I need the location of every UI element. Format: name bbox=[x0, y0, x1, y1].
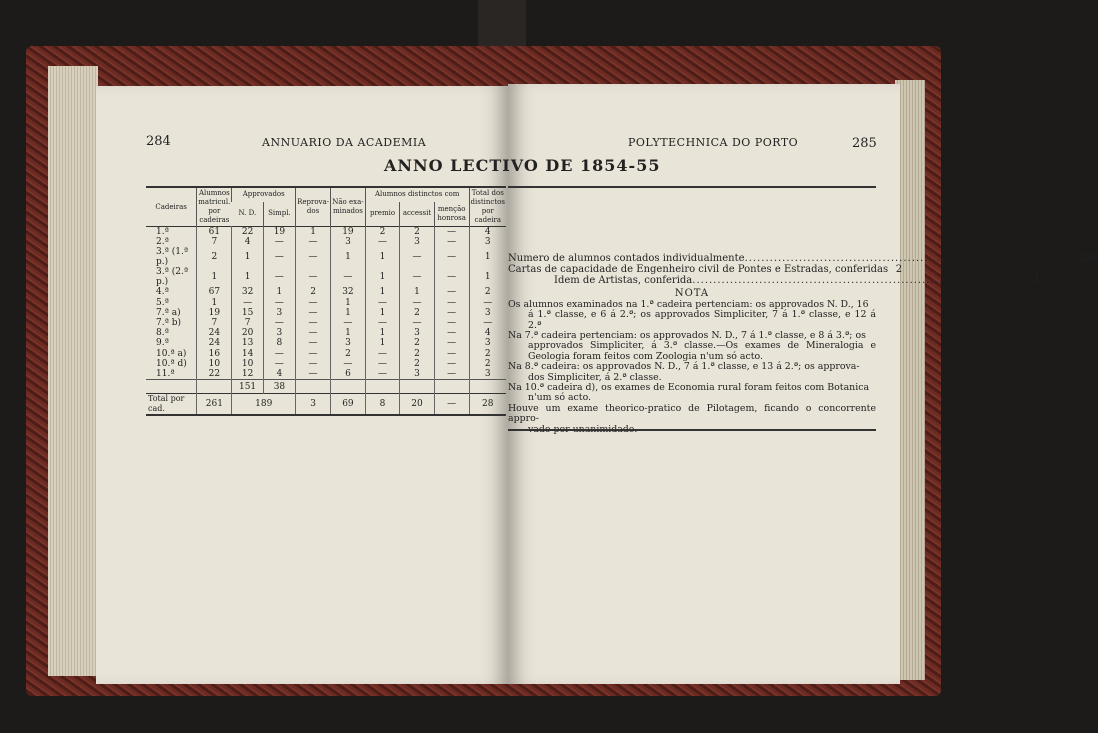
table-cell: 1 bbox=[365, 308, 399, 318]
table-subtotal-row bbox=[146, 380, 506, 394]
table-cell: — bbox=[434, 394, 469, 416]
table-body bbox=[146, 227, 506, 416]
table-cell: — bbox=[365, 298, 399, 308]
table-row bbox=[146, 298, 506, 308]
table-cell: — bbox=[434, 298, 469, 308]
table-cell: 8 bbox=[263, 338, 295, 348]
table-cell: 13 bbox=[232, 338, 263, 348]
table-cell: — bbox=[296, 359, 331, 369]
table-cell: — bbox=[331, 318, 366, 328]
nota-heading: NOTA bbox=[674, 287, 710, 299]
col-nao-examinados: Não exa-minados bbox=[331, 187, 366, 227]
table-cell: 12 bbox=[232, 369, 263, 380]
table-cell: 32 bbox=[232, 287, 263, 297]
table-cell: — bbox=[434, 328, 469, 338]
table-cell: — bbox=[400, 318, 435, 328]
col-approvados: Approvados bbox=[232, 187, 296, 202]
table-cell: 3 bbox=[469, 308, 506, 318]
summary-text: Idem de Artistas, conferida bbox=[554, 275, 693, 287]
note-first-line: Na 7.ª cadeira pertenciam: os approvados N. D., 7 á 1.ª classe, e 8 á 3.ª; os bbox=[508, 330, 866, 342]
table-cell: — bbox=[296, 267, 331, 287]
right-top-rule bbox=[508, 186, 876, 188]
table-cell bbox=[197, 380, 232, 394]
table-cell: 28 bbox=[469, 394, 506, 416]
table-cell: — bbox=[434, 267, 469, 287]
table-cell: 3 bbox=[296, 394, 331, 416]
right-page-text bbox=[508, 253, 1098, 435]
table-cell: — bbox=[263, 247, 295, 267]
table-row bbox=[146, 247, 506, 267]
table-cell: 3 bbox=[469, 369, 506, 380]
table-cell: — bbox=[434, 369, 469, 380]
col-distinctos: Alumnos distinctos com bbox=[365, 187, 469, 202]
note-continuation: vado por unanimidade. bbox=[528, 423, 638, 435]
table-cell bbox=[146, 380, 197, 394]
summary-text: Cartas de capacidade de Engenheiro civil de Pontes e Estradas, conferidas bbox=[508, 264, 889, 276]
table-cell: — bbox=[331, 267, 366, 287]
summary-text: Numero de alumnos contados individualmente bbox=[508, 253, 745, 264]
table-cell: 69 bbox=[331, 394, 366, 416]
table-cell: 3 bbox=[400, 369, 435, 380]
table-cell: 4.ª bbox=[156, 287, 169, 298]
table-cell: 2 bbox=[469, 349, 506, 359]
table-cell: 151 bbox=[232, 380, 263, 394]
table-cell: 4 bbox=[469, 328, 506, 338]
summary-value: 1 bbox=[1034, 275, 1041, 287]
table-cell: 7 bbox=[197, 237, 232, 247]
right-page-number: 285 bbox=[852, 136, 877, 151]
table-cell: 20 bbox=[400, 394, 435, 416]
table-cell: Total por cad. bbox=[146, 394, 197, 416]
table-cell bbox=[469, 380, 506, 394]
left-running-head: ANNUARIO DA ACADEMIA bbox=[262, 136, 427, 149]
table-cell: 11.ª bbox=[156, 368, 175, 379]
table-cell: — bbox=[263, 298, 295, 308]
table-cell: 1 bbox=[365, 247, 399, 267]
table-cell: 3.ª (2.ª p.) bbox=[156, 267, 189, 288]
table-cell: 61 bbox=[197, 227, 232, 238]
col-simpl: Simpl. bbox=[263, 202, 295, 227]
table-cell: 1 bbox=[365, 338, 399, 348]
table-cell: 20 bbox=[232, 328, 263, 338]
book-spine bbox=[478, 0, 526, 46]
col-alumnos-matricul: Alumnos matricul. por cadeiras bbox=[197, 187, 232, 227]
table-cell: 261 bbox=[197, 394, 232, 416]
table-cell: 2 bbox=[331, 349, 366, 359]
summary-value: 133 bbox=[1078, 253, 1098, 264]
right-running-head: POLYTECHNICA DO PORTO bbox=[628, 136, 799, 149]
table-cell: 3 bbox=[469, 237, 506, 247]
table-cell: 1 bbox=[365, 287, 399, 297]
table-row bbox=[146, 287, 506, 297]
table-cell: 4 bbox=[469, 227, 506, 238]
table-row bbox=[146, 349, 506, 359]
table-cell: 2.ª bbox=[156, 237, 169, 248]
table-cell bbox=[365, 380, 399, 394]
table-cell: — bbox=[263, 349, 295, 359]
table-cell: 1 bbox=[296, 227, 331, 238]
table-cell: 7 bbox=[197, 318, 232, 328]
table-cell: 1 bbox=[469, 267, 506, 287]
right-bottom-rule bbox=[508, 429, 876, 431]
table-cell: 1 bbox=[331, 308, 366, 318]
col-total-distinctos: Total dos distinctos por cadeira bbox=[469, 187, 506, 227]
table-cell: 4 bbox=[263, 369, 295, 380]
table-total-row bbox=[146, 394, 506, 416]
page-edges-left bbox=[48, 66, 98, 676]
table-row bbox=[146, 318, 506, 328]
table-cell: — bbox=[434, 359, 469, 369]
table-cell: 2 bbox=[365, 227, 399, 238]
table-cell: 1 bbox=[232, 247, 263, 267]
table-cell: — bbox=[434, 287, 469, 297]
table-cell: — bbox=[263, 267, 295, 287]
table-cell: 1 bbox=[400, 287, 435, 297]
table-cell: 15 bbox=[232, 308, 263, 318]
note-first-line: Na 10.ª cadeira d), os exames de Economia rural foram feitos com Botanica bbox=[508, 382, 870, 394]
table-cell: 1 bbox=[197, 267, 232, 287]
table-cell: 7.ª a) bbox=[156, 307, 181, 318]
table-cell: — bbox=[263, 318, 295, 328]
table-row bbox=[146, 369, 506, 380]
note-continuation: á 1.ª classe, e 6 á 2.ª; os approvados Simpliciter, 7 á 1.ª classe, e 12 á 2.ª bbox=[528, 309, 876, 331]
table-cell: 9.ª bbox=[156, 338, 169, 349]
table-cell: 6 bbox=[331, 369, 366, 380]
table-cell: 2 bbox=[400, 338, 435, 348]
table-row bbox=[146, 359, 506, 369]
table-cell bbox=[331, 380, 366, 394]
table-cell: — bbox=[296, 349, 331, 359]
table-cell: — bbox=[296, 247, 331, 267]
table-row bbox=[146, 237, 506, 247]
table-cell: 5.ª bbox=[156, 297, 169, 308]
table-cell: 10.ª a) bbox=[156, 348, 187, 359]
table-cell: 1 bbox=[365, 328, 399, 338]
table-cell: — bbox=[434, 237, 469, 247]
leader-dots: ................................................................................ bbox=[744, 253, 1079, 264]
table-cell: — bbox=[296, 338, 331, 348]
col-mencao: menção honrosa bbox=[434, 202, 469, 227]
note-paragraph bbox=[508, 383, 876, 404]
table-cell: 8 bbox=[365, 394, 399, 416]
table-cell: 1 bbox=[263, 287, 295, 297]
table-cell: 22 bbox=[197, 369, 232, 380]
table-cell: — bbox=[365, 369, 399, 380]
table-cell: 8.ª bbox=[156, 328, 169, 339]
col-premio: premio bbox=[365, 202, 399, 227]
table-cell: 10 bbox=[197, 359, 232, 369]
table-cell: — bbox=[434, 318, 469, 328]
table-cell: 1 bbox=[197, 298, 232, 308]
table-cell: — bbox=[434, 227, 469, 238]
table-cell: 2 bbox=[469, 359, 506, 369]
table-cell: 1 bbox=[469, 247, 506, 267]
table-cell: — bbox=[296, 328, 331, 338]
table-cell: — bbox=[365, 349, 399, 359]
table-cell: — bbox=[232, 298, 263, 308]
page-title: ANNO LECTIVO DE 1854-55 bbox=[384, 156, 661, 175]
table-cell: 3 bbox=[331, 338, 366, 348]
table-cell: — bbox=[296, 308, 331, 318]
table-cell: 24 bbox=[197, 328, 232, 338]
table-cell: — bbox=[296, 369, 331, 380]
col-accessit: accessit bbox=[400, 202, 435, 227]
table-cell: 19 bbox=[263, 227, 295, 238]
table-cell: 3 bbox=[400, 237, 435, 247]
summary-line bbox=[508, 275, 1041, 287]
table-cell: 1 bbox=[232, 267, 263, 287]
table-cell: 32 bbox=[331, 287, 366, 297]
table-row bbox=[146, 308, 506, 318]
table-cell: 3 bbox=[263, 328, 295, 338]
table-cell: 19 bbox=[197, 308, 232, 318]
table-cell: 3 bbox=[331, 237, 366, 247]
table-row bbox=[146, 227, 506, 238]
col-cadeiras: Cadeiras bbox=[155, 202, 187, 211]
table-cell bbox=[400, 380, 435, 394]
table-cell: 2 bbox=[296, 287, 331, 297]
note-paragraph bbox=[508, 300, 876, 331]
note-first-line: Na 8.ª cadeira: os approvados N. D., 7 á 1.ª classe, e 13 á 2.ª; os approva- bbox=[508, 361, 860, 373]
table-cell: — bbox=[296, 318, 331, 328]
table-row bbox=[146, 328, 506, 338]
table-cell: 67 bbox=[197, 287, 232, 297]
table-cell: 16 bbox=[197, 349, 232, 359]
table-cell: 38 bbox=[263, 380, 295, 394]
table-cell: 19 bbox=[331, 227, 366, 238]
table-cell: 3 bbox=[400, 328, 435, 338]
notes bbox=[508, 300, 876, 435]
table-cell: — bbox=[365, 359, 399, 369]
table-cell: 4 bbox=[232, 237, 263, 247]
table-row bbox=[146, 267, 506, 287]
table-cell: 24 bbox=[197, 338, 232, 348]
table-cell: — bbox=[434, 308, 469, 318]
table-cell: — bbox=[365, 318, 399, 328]
table-cell: — bbox=[263, 237, 295, 247]
table-cell: — bbox=[400, 247, 435, 267]
table-cell: — bbox=[434, 338, 469, 348]
table-cell: 3 bbox=[469, 338, 506, 348]
table-cell: — bbox=[434, 349, 469, 359]
table-cell: — bbox=[296, 237, 331, 247]
summary-value: 2 bbox=[895, 264, 903, 276]
table-cell: 2 bbox=[197, 247, 232, 267]
table-cell bbox=[296, 380, 331, 394]
table-cell: 1 bbox=[331, 328, 366, 338]
summary-line bbox=[508, 253, 1098, 264]
table-cell: — bbox=[469, 298, 506, 308]
table-cell: 10 bbox=[232, 359, 263, 369]
table-cell: 2 bbox=[400, 359, 435, 369]
table-cell: — bbox=[400, 298, 435, 308]
summary-lines bbox=[508, 253, 1098, 287]
table-cell: — bbox=[469, 318, 506, 328]
table-cell: 3 bbox=[263, 308, 295, 318]
note-continuation: dos Simpliciter, á 2.ª classe. bbox=[528, 371, 662, 383]
table-cell: — bbox=[296, 298, 331, 308]
table-row bbox=[146, 338, 506, 348]
note-continuation: approvados Simpliciter, á 3.ª classe.—Os exames de Mineralogia e Geologia foram feitos com Zoologia n'um só acto. bbox=[528, 340, 876, 362]
left-page-number: 284 bbox=[146, 134, 171, 149]
col-reprovados: Reprova-dos bbox=[296, 187, 331, 227]
table-cell: 2 bbox=[400, 349, 435, 359]
table-cell: 1 bbox=[365, 267, 399, 287]
table-header bbox=[146, 187, 506, 227]
note-paragraph bbox=[508, 362, 876, 383]
table-cell: 1 bbox=[331, 298, 366, 308]
table-cell: — bbox=[331, 359, 366, 369]
table-cell: 14 bbox=[232, 349, 263, 359]
table-cell: 2 bbox=[400, 227, 435, 238]
statistics-table bbox=[146, 186, 506, 416]
table-cell: — bbox=[365, 237, 399, 247]
table-cell: 22 bbox=[232, 227, 263, 238]
summary-line bbox=[508, 264, 903, 276]
note-first-line: Houve um exame theorico-pratico de Pilotagem, ficando o concorrente appro- bbox=[508, 402, 876, 425]
table-cell: 189 bbox=[232, 394, 296, 416]
note-paragraph bbox=[508, 331, 876, 362]
note-first-line: Os alumnos examinados na 1.ª cadeira pertenciam: os approvados N. D., 16 bbox=[508, 298, 869, 310]
table-cell: 1.ª bbox=[156, 227, 169, 238]
note-continuation: n'um só acto. bbox=[528, 392, 592, 404]
table-cell: 1 bbox=[331, 247, 366, 267]
table-cell: — bbox=[400, 267, 435, 287]
table-cell: — bbox=[263, 359, 295, 369]
table-cell: 7 bbox=[232, 318, 263, 328]
col-nd: N. D. bbox=[238, 209, 257, 218]
table-cell: — bbox=[434, 247, 469, 267]
table-cell: 2 bbox=[400, 308, 435, 318]
table-cell: 7.ª b) bbox=[156, 318, 181, 329]
table-cell: 2 bbox=[469, 287, 506, 297]
table-cell: 3.ª (1.ª p.) bbox=[156, 247, 189, 268]
table-cell bbox=[434, 380, 469, 394]
leader-dots: ................................................................................ bbox=[692, 275, 1027, 287]
table-cell: 10.ª d) bbox=[156, 358, 187, 369]
